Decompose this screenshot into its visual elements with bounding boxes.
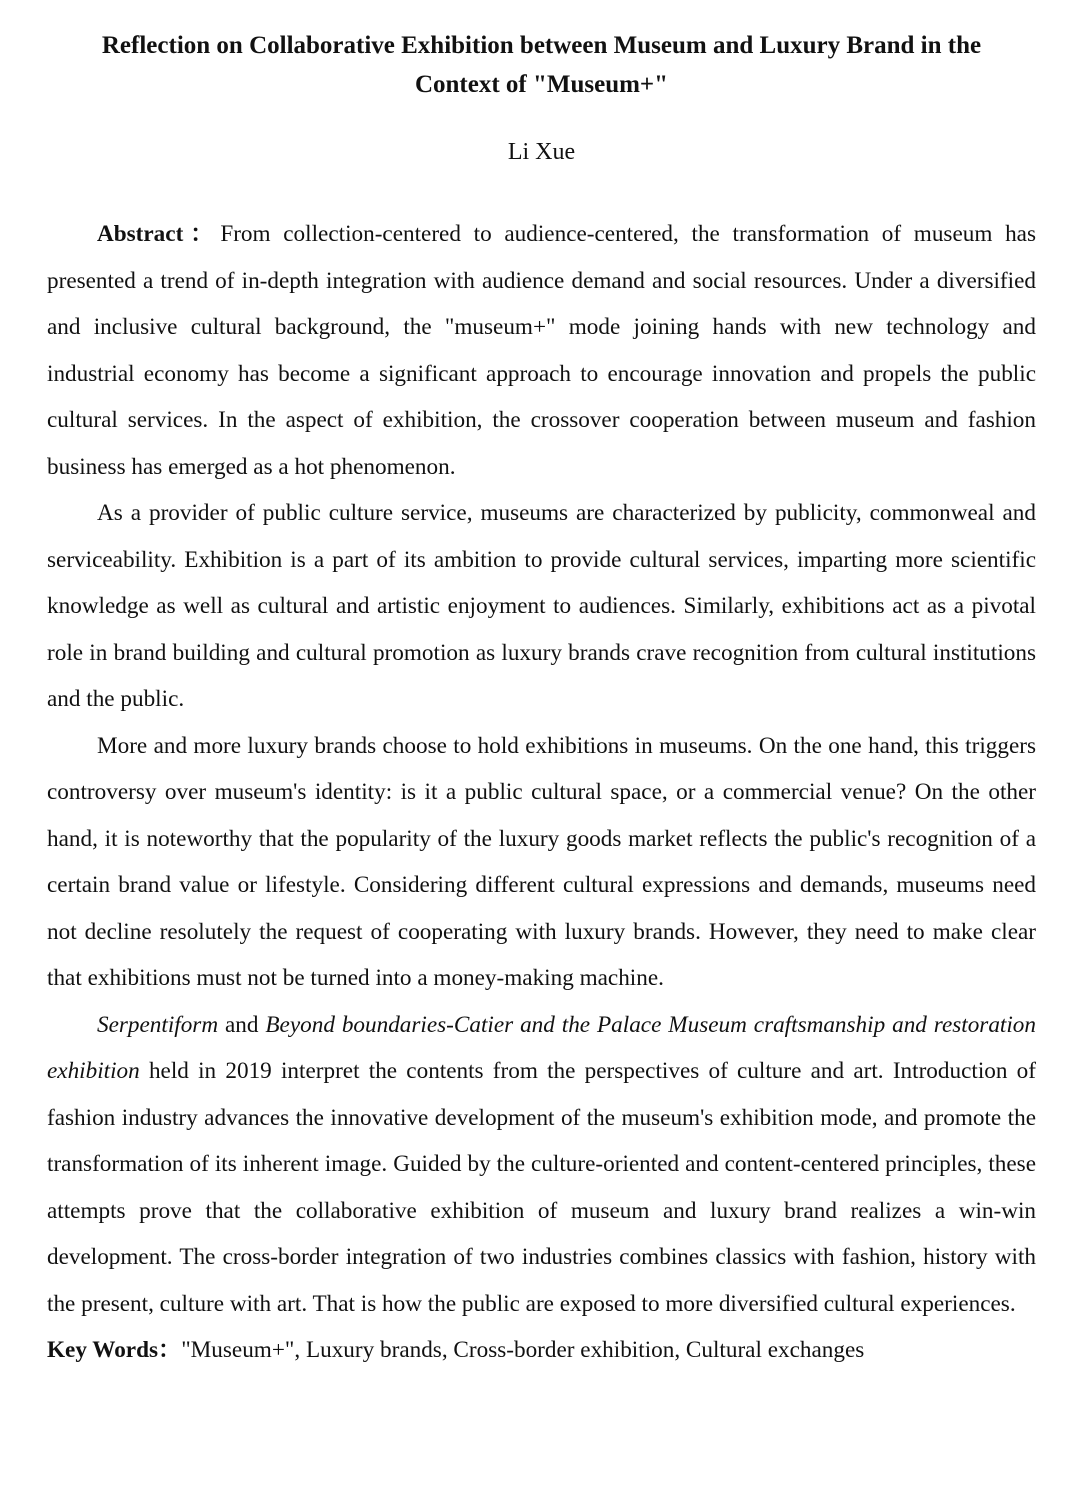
abstract-paragraph-2: As a provider of public culture service, museums are characterized by publicity, commonweal and serviceability. Exhibition is a part of its ambition to provide cultural services, imparting more scientific knowledge as well as cultural and artistic enjoyment to audiences. Similarly, exhibitions act as a pivotal role in brand building and cultural promotion as luxury brands crave recognition from cultural institutions and the public.	[47, 500, 1036, 712]
abstract-label: Abstract：	[97, 221, 221, 247]
abstract-paragraph-1	[47, 211, 1036, 490]
paragraph-4-conjunction: and	[218, 1011, 266, 1038]
paper-title	[57, 26, 1026, 104]
exhibition-title-beyond-boundaries: Beyond boundaries-Catier and the Palace Museum craftsmanship and restoration exhibition	[47, 1011, 1036, 1084]
title-line-2: Context of "Museum+"	[414, 71, 669, 98]
title-line-1: Reflection on Collaborative Exhibition between Museum and Luxury Brand in the	[101, 32, 982, 59]
keywords-label: Key Words：	[47, 1337, 182, 1363]
author-name: Li Xue	[507, 139, 576, 165]
abstract-paragraph-4	[47, 1002, 1036, 1328]
abstract-paragraph-3: More and more luxury brands choose to hold exhibitions in museums. On the one hand, this triggers controversy over museum's identity: is it a public cultural space, or a commercial venue? On the other hand, it is noteworthy that the popularity of the luxury goods market reflects the public's recognition of a certain brand value or lifestyle. Considering different cultural expressions and demands, museums need not decline resolutely the request of cooperating with luxury brands. However, they need to make clear that exhibitions must not be turned into a money-making machine.	[47, 732, 1036, 991]
abstract-paragraph-1-text: From collection-centered to audience-centered, the transformation of museum has presented a trend of in-depth integration with audience demand and social resources. Under a diversified and inclusive cultural background, the "museum+" mode joining hands with new technology and industrial economy has become a significant approach to encourage innovation and propels the public cultural services. In the aspect of exhibition, the crossover cooperation between museum and fashion business has emerged as a hot phenomenon.	[47, 221, 1036, 480]
keywords-line	[47, 1327, 1036, 1374]
abstract-paragraph-4-text: held in 2019 interpret the contents from the perspectives of culture and art. Introduction of fashion industry advances the innovative development of the museum's exhibition mode, and promote the transformation of its inherent image. Guided by the culture-oriented and content-centered principles, these attempts prove that the collaborative exhibition of museum and luxury brand realizes a win-win development. The cross-border integration of two industries combines classics with fashion, history with the present, culture with art. That is how the public are exposed to more diversified cultural experiences.	[47, 1058, 1036, 1317]
exhibition-title-serpentiform: Serpentiform	[97, 1011, 219, 1038]
keywords-text: "Museum+", Luxury brands, Cross-border exhibition, Cultural exchanges	[181, 1337, 865, 1363]
